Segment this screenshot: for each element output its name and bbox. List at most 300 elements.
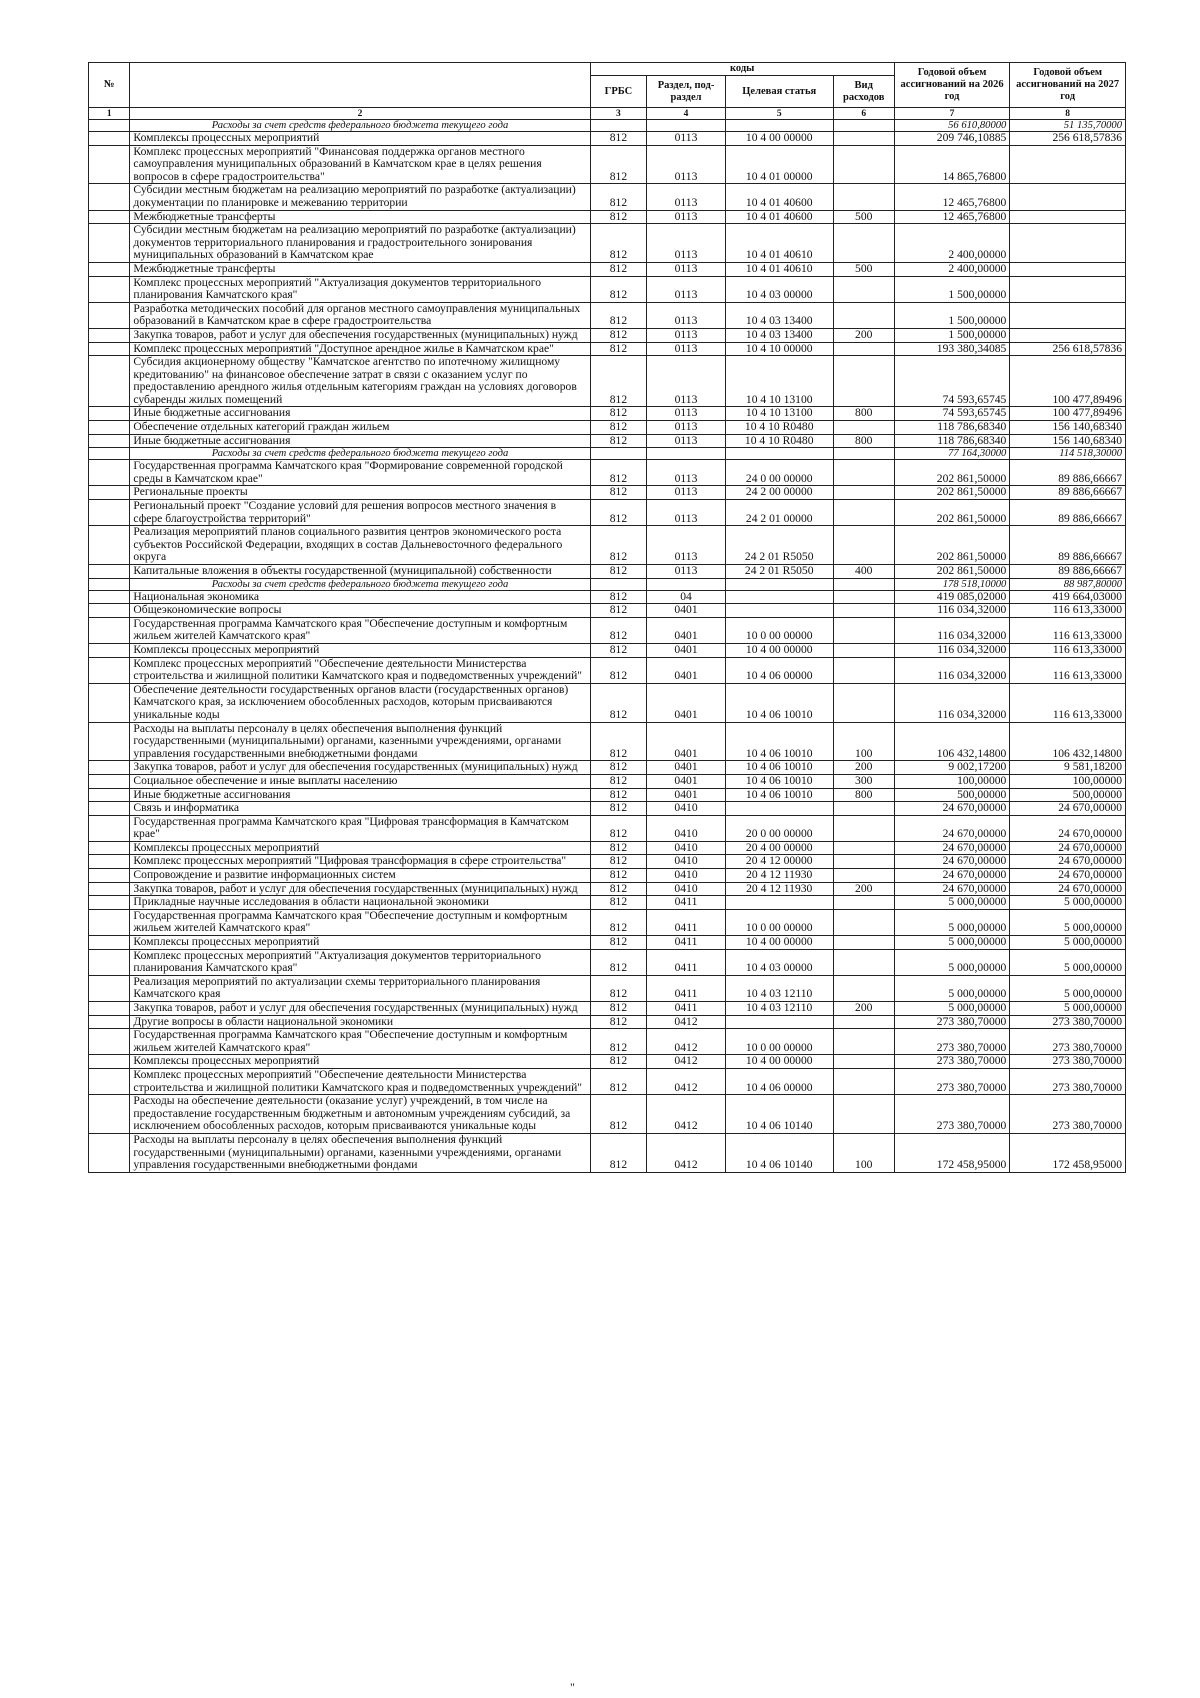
cell-expense-type xyxy=(833,855,894,869)
cell-target: 10 0 00 00000 xyxy=(725,909,833,935)
cell-2027: 100 477,89496 xyxy=(1010,356,1126,407)
cell-2027 xyxy=(1010,262,1126,276)
cell-2027: 273 380,70000 xyxy=(1010,1029,1126,1055)
cell-expense-type xyxy=(833,869,894,883)
cell-section: 0412 xyxy=(647,1015,726,1029)
table-row xyxy=(89,869,1126,883)
cell-2026: 24 670,00000 xyxy=(894,869,1010,883)
header-name xyxy=(130,63,590,108)
cell-grbs: 812 xyxy=(590,342,647,356)
table-row xyxy=(89,1055,1126,1069)
cell-2026: 116 034,32000 xyxy=(894,604,1010,618)
cell-2027: 256 618,57836 xyxy=(1010,342,1126,356)
cell-section: 0410 xyxy=(647,855,726,869)
cell-expense-type xyxy=(833,1068,894,1094)
cell-2027: 5 000,00000 xyxy=(1010,1002,1126,1016)
cell-2027: 100 477,89496 xyxy=(1010,407,1126,421)
cell-2027: 89 886,66667 xyxy=(1010,486,1126,500)
table-row xyxy=(89,500,1126,526)
subtotal-row xyxy=(89,120,1126,132)
cell-name: Закупка товаров, работ и услуг для обеспечения государственных (муниципальных) нужд xyxy=(130,882,590,896)
cell-no xyxy=(89,896,130,910)
cell-section: 0401 xyxy=(647,722,726,761)
cell-section: 0401 xyxy=(647,657,726,683)
cell-name: Национальная экономика xyxy=(130,590,590,604)
cell-2026: 12 465,76800 xyxy=(894,210,1010,224)
header-section: Раздел, под-раздел xyxy=(647,76,726,108)
cell-name: Комплекс процессных мероприятий "Актуализация документов территориального планирования Камчатского края" xyxy=(130,276,590,302)
cell-section: 04 xyxy=(647,590,726,604)
cell-expense-type xyxy=(833,120,894,132)
cell-no xyxy=(89,869,130,883)
cell-target: 10 4 10 13100 xyxy=(725,407,833,421)
cell-2026: 202 861,50000 xyxy=(894,565,1010,579)
cell-section: 0113 xyxy=(647,500,726,526)
cell-section: 0113 xyxy=(647,434,726,448)
cell-name: Комплекс процессных мероприятий "Цифровая трансформация в сфере строительства" xyxy=(130,855,590,869)
cell-2027: 5 000,00000 xyxy=(1010,975,1126,1001)
cell-2027: 273 380,70000 xyxy=(1010,1095,1126,1134)
cell-expense-type xyxy=(833,815,894,841)
table-row xyxy=(89,617,1126,643)
cell-2026: 193 380,34085 xyxy=(894,342,1010,356)
cell-expense-type xyxy=(833,896,894,910)
cell-name: Общеэкономические вопросы xyxy=(130,604,590,618)
cell-2026: 5 000,00000 xyxy=(894,936,1010,950)
cell-grbs xyxy=(590,120,647,132)
cell-expense-type xyxy=(833,276,894,302)
cell-section: 0401 xyxy=(647,617,726,643)
table-row xyxy=(89,855,1126,869)
cell-name: Сопровождение и развитие информационных систем xyxy=(130,869,590,883)
cell-name: Социальное обеспечение и иные выплаты населению xyxy=(130,774,590,788)
cell-no xyxy=(89,407,130,421)
cell-no xyxy=(89,302,130,328)
cell-grbs: 812 xyxy=(590,788,647,802)
cell-2027: 106 432,14800 xyxy=(1010,722,1126,761)
cell-name: Субсидия акционерному обществу "Камчатское агентство по ипотечному жилищному кредитованию" на финансовое обеспечение затрат в связи с оказанием услуг по предоставлению арендного жилья отдельным категориям граждан на условиях договоров субаренды жилых помещений xyxy=(130,356,590,407)
cell-expense-type: 200 xyxy=(833,1002,894,1016)
cell-no xyxy=(89,909,130,935)
cell-2026: 24 670,00000 xyxy=(894,802,1010,816)
cell-target: 10 4 06 10140 xyxy=(725,1133,833,1172)
cell-target xyxy=(725,448,833,460)
cell-expense-type xyxy=(833,578,894,590)
table-row xyxy=(89,302,1126,328)
cell-2026: 202 861,50000 xyxy=(894,460,1010,486)
cell-section: 0113 xyxy=(647,145,726,184)
table-row xyxy=(89,460,1126,486)
cell-section: 0411 xyxy=(647,1002,726,1016)
table-row xyxy=(89,1095,1126,1134)
cell-target: 10 4 00 00000 xyxy=(725,643,833,657)
cell-name: Государственная программа Камчатского края "Обеспечение доступным и комфортным жильем жителей Камчатского края" xyxy=(130,617,590,643)
cell-section: 0113 xyxy=(647,224,726,263)
cell-2027: 114 518,30000 xyxy=(1010,448,1126,460)
cell-expense-type: 200 xyxy=(833,328,894,342)
table-row xyxy=(89,526,1126,565)
cell-grbs: 812 xyxy=(590,643,647,657)
cell-name: Обеспечение деятельности государственных органов власти (государственных органов) Камчатского края, за исключением обособленных расходов, которым присваиваются уникальные коды xyxy=(130,683,590,722)
cell-name: Расходы на выплаты персоналу в целях обеспечения выполнения функций государственными (муниципальными) органами, казенными учреждениями, органами управления государственными внебюджетными фондами xyxy=(130,722,590,761)
cell-target: 20 4 12 11930 xyxy=(725,869,833,883)
cell-2026: 74 593,65745 xyxy=(894,356,1010,407)
table-row xyxy=(89,761,1126,775)
cell-section: 0401 xyxy=(647,788,726,802)
cell-grbs: 812 xyxy=(590,1015,647,1029)
cell-2026: 118 786,68340 xyxy=(894,434,1010,448)
cell-2026: 1 500,00000 xyxy=(894,302,1010,328)
cell-name: Комплекс процессных мероприятий "Обеспечение деятельности Министерства строительства и жилищной политики Камчатского края и подведомственных учреждений" xyxy=(130,657,590,683)
cell-2026: 500,00000 xyxy=(894,788,1010,802)
cell-section: 0412 xyxy=(647,1029,726,1055)
cell-grbs: 812 xyxy=(590,761,647,775)
cell-expense-type xyxy=(833,617,894,643)
cell-grbs: 812 xyxy=(590,1055,647,1069)
cell-target: 10 4 00 00000 xyxy=(725,1055,833,1069)
cell-grbs: 812 xyxy=(590,526,647,565)
cell-name: Закупка товаров, работ и услуг для обеспечения государственных (муниципальных) нужд xyxy=(130,328,590,342)
header-target: Целевая статья xyxy=(725,76,833,108)
cell-2027: 24 670,00000 xyxy=(1010,802,1126,816)
cell-grbs xyxy=(590,448,647,460)
cell-name: Расходы на обеспечение деятельности (оказание услуг) учреждений, в том числе на предоставление государственным бюджетным и автономным учреждениям субсидий, за исключением обособленных расходов, которым присваиваются уникальные коды xyxy=(130,1095,590,1134)
cell-2027: 5 000,00000 xyxy=(1010,949,1126,975)
subtotal-row xyxy=(89,578,1126,590)
cell-target xyxy=(725,590,833,604)
cell-section: 0411 xyxy=(647,975,726,1001)
cell-grbs: 812 xyxy=(590,486,647,500)
cell-2026: 273 380,70000 xyxy=(894,1015,1010,1029)
cell-no xyxy=(89,643,130,657)
cell-name: Государственная программа Камчатского края "Обеспечение доступным и комфортным жильем жителей Камчатского края" xyxy=(130,1029,590,1055)
cell-target xyxy=(725,1015,833,1029)
cell-2026: 178 518,10000 xyxy=(894,578,1010,590)
cell-no xyxy=(89,356,130,407)
cell-expense-type: 100 xyxy=(833,722,894,761)
cell-2027 xyxy=(1010,145,1126,184)
cell-grbs: 812 xyxy=(590,145,647,184)
cell-target: 10 4 10 R0480 xyxy=(725,434,833,448)
cell-section: 0113 xyxy=(647,356,726,407)
cell-name: Региональные проекты xyxy=(130,486,590,500)
cell-expense-type: 100 xyxy=(833,1133,894,1172)
cell-expense-type xyxy=(833,224,894,263)
cell-expense-type xyxy=(833,657,894,683)
cell-section: 0411 xyxy=(647,936,726,950)
cell-expense-type xyxy=(833,526,894,565)
cell-section: 0113 xyxy=(647,184,726,210)
col-number: 8 xyxy=(1010,108,1126,120)
cell-2027: 116 613,33000 xyxy=(1010,643,1126,657)
cell-2027: 24 670,00000 xyxy=(1010,841,1126,855)
cell-grbs: 812 xyxy=(590,184,647,210)
cell-grbs: 812 xyxy=(590,841,647,855)
table-row xyxy=(89,328,1126,342)
cell-no xyxy=(89,328,130,342)
cell-grbs: 812 xyxy=(590,590,647,604)
table-row xyxy=(89,975,1126,1001)
cell-2026: 273 380,70000 xyxy=(894,1095,1010,1134)
cell-name: Капитальные вложения в объекты государственной (муниципальной) собственности xyxy=(130,565,590,579)
cell-grbs: 812 xyxy=(590,802,647,816)
table-row xyxy=(89,774,1126,788)
cell-expense-type xyxy=(833,841,894,855)
cell-target: 10 4 06 00000 xyxy=(725,1068,833,1094)
cell-expense-type xyxy=(833,802,894,816)
table-row xyxy=(89,356,1126,407)
cell-target xyxy=(725,578,833,590)
cell-grbs: 812 xyxy=(590,975,647,1001)
cell-expense-type xyxy=(833,184,894,210)
cell-grbs: 812 xyxy=(590,500,647,526)
cell-target: 10 4 06 10010 xyxy=(725,788,833,802)
cell-expense-type xyxy=(833,500,894,526)
cell-target: 20 4 12 11930 xyxy=(725,882,833,896)
cell-2026: 56 610,80000 xyxy=(894,120,1010,132)
table-row xyxy=(89,643,1126,657)
cell-no xyxy=(89,855,130,869)
cell-expense-type xyxy=(833,683,894,722)
cell-2026: 419 085,02000 xyxy=(894,590,1010,604)
cell-section xyxy=(647,578,726,590)
cell-name: Расходы за счет средств федерального бюджета текущего года xyxy=(130,578,590,590)
cell-grbs: 812 xyxy=(590,1002,647,1016)
cell-target: 10 4 01 40610 xyxy=(725,262,833,276)
cell-grbs: 812 xyxy=(590,1133,647,1172)
cell-target: 24 2 01 R5050 xyxy=(725,565,833,579)
cell-name: Комплекс процессных мероприятий "Доступное арендное жилье в Камчатском крае" xyxy=(130,342,590,356)
cell-name: Региональный проект "Создание условий для решения вопросов местного значения в сфере благоустройства территорий" xyxy=(130,500,590,526)
budget-table xyxy=(88,62,1126,1173)
cell-no xyxy=(89,975,130,1001)
cell-grbs: 812 xyxy=(590,302,647,328)
cell-target: 10 0 00 00000 xyxy=(725,1029,833,1055)
cell-target: 10 4 06 10010 xyxy=(725,774,833,788)
cell-2027: 156 140,68340 xyxy=(1010,421,1126,435)
cell-expense-type xyxy=(833,132,894,146)
cell-expense-type xyxy=(833,356,894,407)
cell-expense-type xyxy=(833,421,894,435)
cell-target: 10 4 03 13400 xyxy=(725,328,833,342)
cell-2026: 5 000,00000 xyxy=(894,975,1010,1001)
table-row xyxy=(89,132,1126,146)
cell-2026: 118 786,68340 xyxy=(894,421,1010,435)
cell-grbs: 812 xyxy=(590,262,647,276)
cell-expense-type xyxy=(833,302,894,328)
col-number: 2 xyxy=(130,108,590,120)
cell-no xyxy=(89,342,130,356)
cell-2027: 5 000,00000 xyxy=(1010,896,1126,910)
cell-section: 0113 xyxy=(647,526,726,565)
cell-target: 10 4 10 13100 xyxy=(725,356,833,407)
cell-section: 0412 xyxy=(647,1095,726,1134)
table-row xyxy=(89,434,1126,448)
cell-no xyxy=(89,936,130,950)
cell-name: Комплекс процессных мероприятий "Финансовая поддержка органов местного самоуправления муниципальных образований в Камчатском крае в целях решения вопросов в сфере градостроительства" xyxy=(130,145,590,184)
table-row xyxy=(89,210,1126,224)
table-row xyxy=(89,815,1126,841)
cell-grbs: 812 xyxy=(590,774,647,788)
cell-target xyxy=(725,802,833,816)
cell-target: 10 4 03 00000 xyxy=(725,276,833,302)
cell-name: Комплексы процессных мероприятий xyxy=(130,1055,590,1069)
cell-2027: 89 886,66667 xyxy=(1010,500,1126,526)
cell-target: 20 4 12 00000 xyxy=(725,855,833,869)
cell-2026: 5 000,00000 xyxy=(894,896,1010,910)
cell-target: 10 4 06 10010 xyxy=(725,761,833,775)
cell-2026: 116 034,32000 xyxy=(894,617,1010,643)
cell-no xyxy=(89,460,130,486)
cell-section xyxy=(647,120,726,132)
cell-target: 24 2 01 R5050 xyxy=(725,526,833,565)
table-row xyxy=(89,184,1126,210)
cell-2027: 24 670,00000 xyxy=(1010,869,1126,883)
cell-2027: 256 618,57836 xyxy=(1010,132,1126,146)
cell-2026: 106 432,14800 xyxy=(894,722,1010,761)
cell-grbs: 812 xyxy=(590,617,647,643)
cell-name: Реализация мероприятий по актуализации схемы территориального планирования Камчатского края xyxy=(130,975,590,1001)
table-row xyxy=(89,896,1126,910)
cell-section: 0113 xyxy=(647,486,726,500)
cell-2027 xyxy=(1010,328,1126,342)
table-row xyxy=(89,909,1126,935)
cell-target: 10 4 06 00000 xyxy=(725,657,833,683)
table-row xyxy=(89,936,1126,950)
cell-expense-type xyxy=(833,604,894,618)
cell-target: 10 4 03 00000 xyxy=(725,949,833,975)
cell-target: 10 4 03 12110 xyxy=(725,1002,833,1016)
cell-2026: 209 746,10885 xyxy=(894,132,1010,146)
cell-2027: 88 987,80000 xyxy=(1010,578,1126,590)
cell-section: 0401 xyxy=(647,683,726,722)
cell-expense-type: 200 xyxy=(833,882,894,896)
cell-name: Субсидии местным бюджетам на реализацию мероприятий по разработке (актуализации) документов территориального планирования и градостроительного зонирования муниципальных образований в Камчатском крае xyxy=(130,224,590,263)
cell-grbs: 812 xyxy=(590,328,647,342)
cell-2026: 24 670,00000 xyxy=(894,815,1010,841)
cell-2026: 116 034,32000 xyxy=(894,657,1010,683)
cell-2026: 5 000,00000 xyxy=(894,909,1010,935)
cell-section: 0401 xyxy=(647,604,726,618)
cell-target: 10 4 10 00000 xyxy=(725,342,833,356)
cell-2026: 202 861,50000 xyxy=(894,500,1010,526)
cell-section: 0401 xyxy=(647,774,726,788)
cell-section: 0410 xyxy=(647,869,726,883)
cell-no xyxy=(89,1015,130,1029)
cell-grbs: 812 xyxy=(590,815,647,841)
cell-expense-type xyxy=(833,1029,894,1055)
cell-name: Иные бюджетные ассигнования xyxy=(130,407,590,421)
table-row xyxy=(89,145,1126,184)
cell-expense-type xyxy=(833,1055,894,1069)
cell-name: Государственная программа Камчатского края "Обеспечение доступным и комфортным жильем жителей Камчатского края" xyxy=(130,909,590,935)
header-2027: Годовой объем ассигнований на 2027 год xyxy=(1010,63,1126,108)
cell-section: 0410 xyxy=(647,802,726,816)
cell-no xyxy=(89,578,130,590)
cell-expense-type xyxy=(833,448,894,460)
cell-name: Обеспечение отдельных категорий граждан жильем xyxy=(130,421,590,435)
table-row xyxy=(89,486,1126,500)
cell-target: 10 4 03 12110 xyxy=(725,975,833,1001)
cell-grbs: 812 xyxy=(590,936,647,950)
cell-2027: 5 000,00000 xyxy=(1010,909,1126,935)
cell-grbs: 812 xyxy=(590,460,647,486)
cell-no xyxy=(89,1133,130,1172)
cell-grbs: 812 xyxy=(590,210,647,224)
cell-no xyxy=(89,486,130,500)
cell-target: 10 4 06 10010 xyxy=(725,683,833,722)
cell-section: 0113 xyxy=(647,276,726,302)
col-number: 5 xyxy=(725,108,833,120)
cell-name: Расходы за счет средств федерального бюджета текущего года xyxy=(130,448,590,460)
cell-section: 0113 xyxy=(647,302,726,328)
cell-grbs: 812 xyxy=(590,356,647,407)
table-row xyxy=(89,1015,1126,1029)
cell-section: 0412 xyxy=(647,1068,726,1094)
cell-section xyxy=(647,448,726,460)
cell-section: 0113 xyxy=(647,460,726,486)
cell-no xyxy=(89,184,130,210)
cell-no xyxy=(89,657,130,683)
cell-expense-type: 400 xyxy=(833,565,894,579)
cell-2026: 74 593,65745 xyxy=(894,407,1010,421)
cell-name: Связь и информатика xyxy=(130,802,590,816)
cell-expense-type xyxy=(833,590,894,604)
table-row xyxy=(89,590,1126,604)
cell-expense-type: 500 xyxy=(833,210,894,224)
cell-target: 10 4 01 40600 xyxy=(725,184,833,210)
cell-grbs: 812 xyxy=(590,949,647,975)
cell-grbs: 812 xyxy=(590,604,647,618)
table-row xyxy=(89,407,1126,421)
cell-2027: 156 140,68340 xyxy=(1010,434,1126,448)
cell-expense-type: 800 xyxy=(833,788,894,802)
subtotal-row xyxy=(89,448,1126,460)
table-row xyxy=(89,342,1126,356)
cell-target: 24 2 01 00000 xyxy=(725,500,833,526)
cell-grbs: 812 xyxy=(590,683,647,722)
cell-expense-type xyxy=(833,936,894,950)
cell-2026: 1 500,00000 xyxy=(894,328,1010,342)
table-row xyxy=(89,276,1126,302)
header-grbs: ГРБС xyxy=(590,76,647,108)
cell-2027: 24 670,00000 xyxy=(1010,882,1126,896)
cell-name: Разработка методических пособий для органов местного самоуправления муниципальных образований в Камчатском крае в сфере градостроительства xyxy=(130,302,590,328)
header-no: № xyxy=(89,63,130,108)
cell-grbs: 812 xyxy=(590,869,647,883)
cell-target: 10 0 00 00000 xyxy=(725,617,833,643)
cell-name: Иные бюджетные ассигнования xyxy=(130,434,590,448)
header-expense-type: Вид расходов xyxy=(833,76,894,108)
cell-2026: 273 380,70000 xyxy=(894,1029,1010,1055)
cell-no xyxy=(89,815,130,841)
cell-name: Другие вопросы в области национальной экономики xyxy=(130,1015,590,1029)
cell-2027 xyxy=(1010,302,1126,328)
cell-target: 10 4 00 00000 xyxy=(725,936,833,950)
cell-section: 0412 xyxy=(647,1133,726,1172)
table-row xyxy=(89,949,1126,975)
cell-no xyxy=(89,683,130,722)
cell-no xyxy=(89,132,130,146)
cell-section: 0113 xyxy=(647,132,726,146)
table-row xyxy=(89,262,1126,276)
table-row xyxy=(89,421,1126,435)
cell-grbs xyxy=(590,578,647,590)
cell-target: 10 4 01 40600 xyxy=(725,210,833,224)
cell-expense-type xyxy=(833,342,894,356)
cell-2026: 24 670,00000 xyxy=(894,882,1010,896)
cell-expense-type xyxy=(833,145,894,184)
